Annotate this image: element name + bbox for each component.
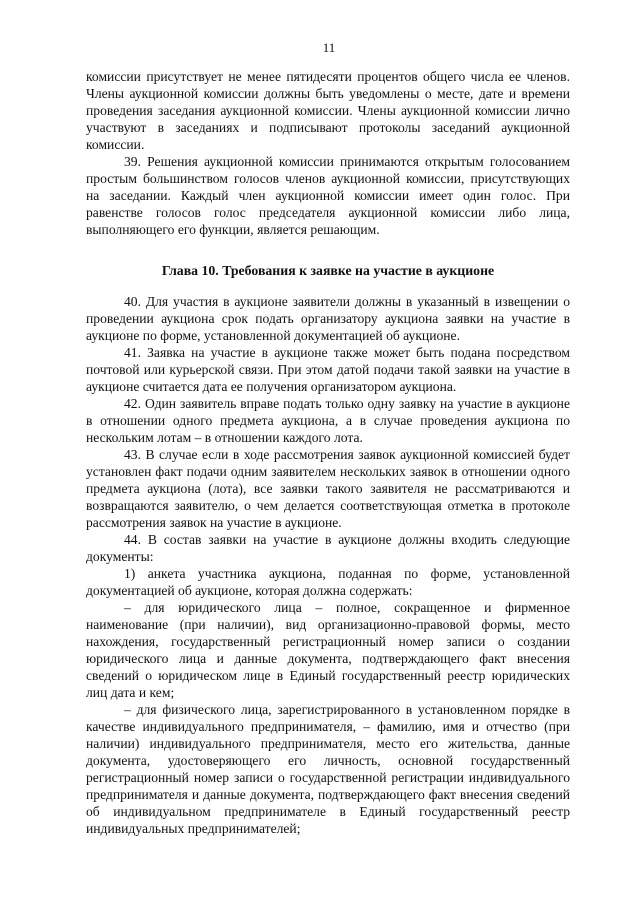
document-page (86, 40, 570, 837)
paragraph-37-continuation: комиссии присутствует не менее пятидесяти процентов общего числа ее членов. Члены аукционной комиссии должны быть уведомлены о месте, дате и времени проведения заседания аукционной комиссии. Члены аукционной комиссии лично участвуют в заседаниях и подписывают протоколы заседаний аукционной комиссии. (86, 69, 570, 152)
list-item-1: 1) анкета участника аукциона, поданная по форме, установленной документацией об аукционе, которая должна содержать: (86, 566, 570, 598)
sub-item-legal-entity: – для юридического лица – полное, сокращенное и фирменное наименование (при наличии), вид организационно-правовой формы, место нахождения, государственный регистрационный номер записи о создании юридического лица и данные документа, подтверждающего факт внесения сведений о юридическом лице в Единый государственный реестр юридических лиц дата и кем; (86, 600, 570, 700)
sub-item-individual-entrepreneur: – для физического лица, зарегистрированного в установленном порядке в качестве индивидуального предпринимателя, – фамилию, имя и отчество (при наличии) индивидуального предпринимателя, место его жительства, данные документа, удостоверяющего его личность, основной государственный регистрационный номер записи о государственной регистрации индивидуального предпринимателя и данные документа, подтверждающего факт внесения сведений об индивидуальном предпринимателе в Единый государственный реестр индивидуальных предпринимателей; (86, 702, 570, 836)
paragraph-39: 39. Решения аукционной комиссии принимаются открытым голосованием простым большинством голосов членов аукционной комиссии, присутствующих на заседании. Каждый член аукционной комиссии имеет один голос. При равенстве голосов голос председателя аукционной комиссии либо лица, выполняющего его функции, является решающим. (86, 154, 570, 237)
paragraph-40: 40. Для участия в аукционе заявители должны в указанный в извещении о проведении аукциона срок подать организатору аукциона заявки на участие в аукционе по форме, установленной документацией об аукционе. (86, 294, 570, 343)
page-number: 11 (322, 40, 336, 55)
paragraph-44: 44. В состав заявки на участие в аукционе должны входить следующие документы: (86, 532, 570, 564)
paragraph-42: 42. Один заявитель вправе подать только одну заявку на участие в аукционе в отношении одного предмета аукциона, а в случае проведения аукциона по нескольким лотам – в отношении каждого лота. (86, 396, 570, 445)
chapter-heading: Глава 10. Требования к заявке на участие в аукционе (161, 263, 495, 278)
paragraph-41: 41. Заявка на участие в аукционе также может быть подана посредством почтовой или курьерской связи. При этом датой подачи такой заявки на участие в аукционе считается дата ее получения организатором аукциона. (86, 345, 570, 394)
paragraph-43: 43. В случае если в ходе рассмотрения заявок аукционной комиссией будет установлен факт подачи одним заявителем нескольких заявок в отношении одного предмета аукциона (лота), все заявки такого заявителя не рассматриваются и возвращаются заявителю, о чем делается соответствующая отметка в протоколе рассмотрения заявок на участие в аукционе. (86, 447, 570, 530)
document-body (86, 68, 570, 837)
